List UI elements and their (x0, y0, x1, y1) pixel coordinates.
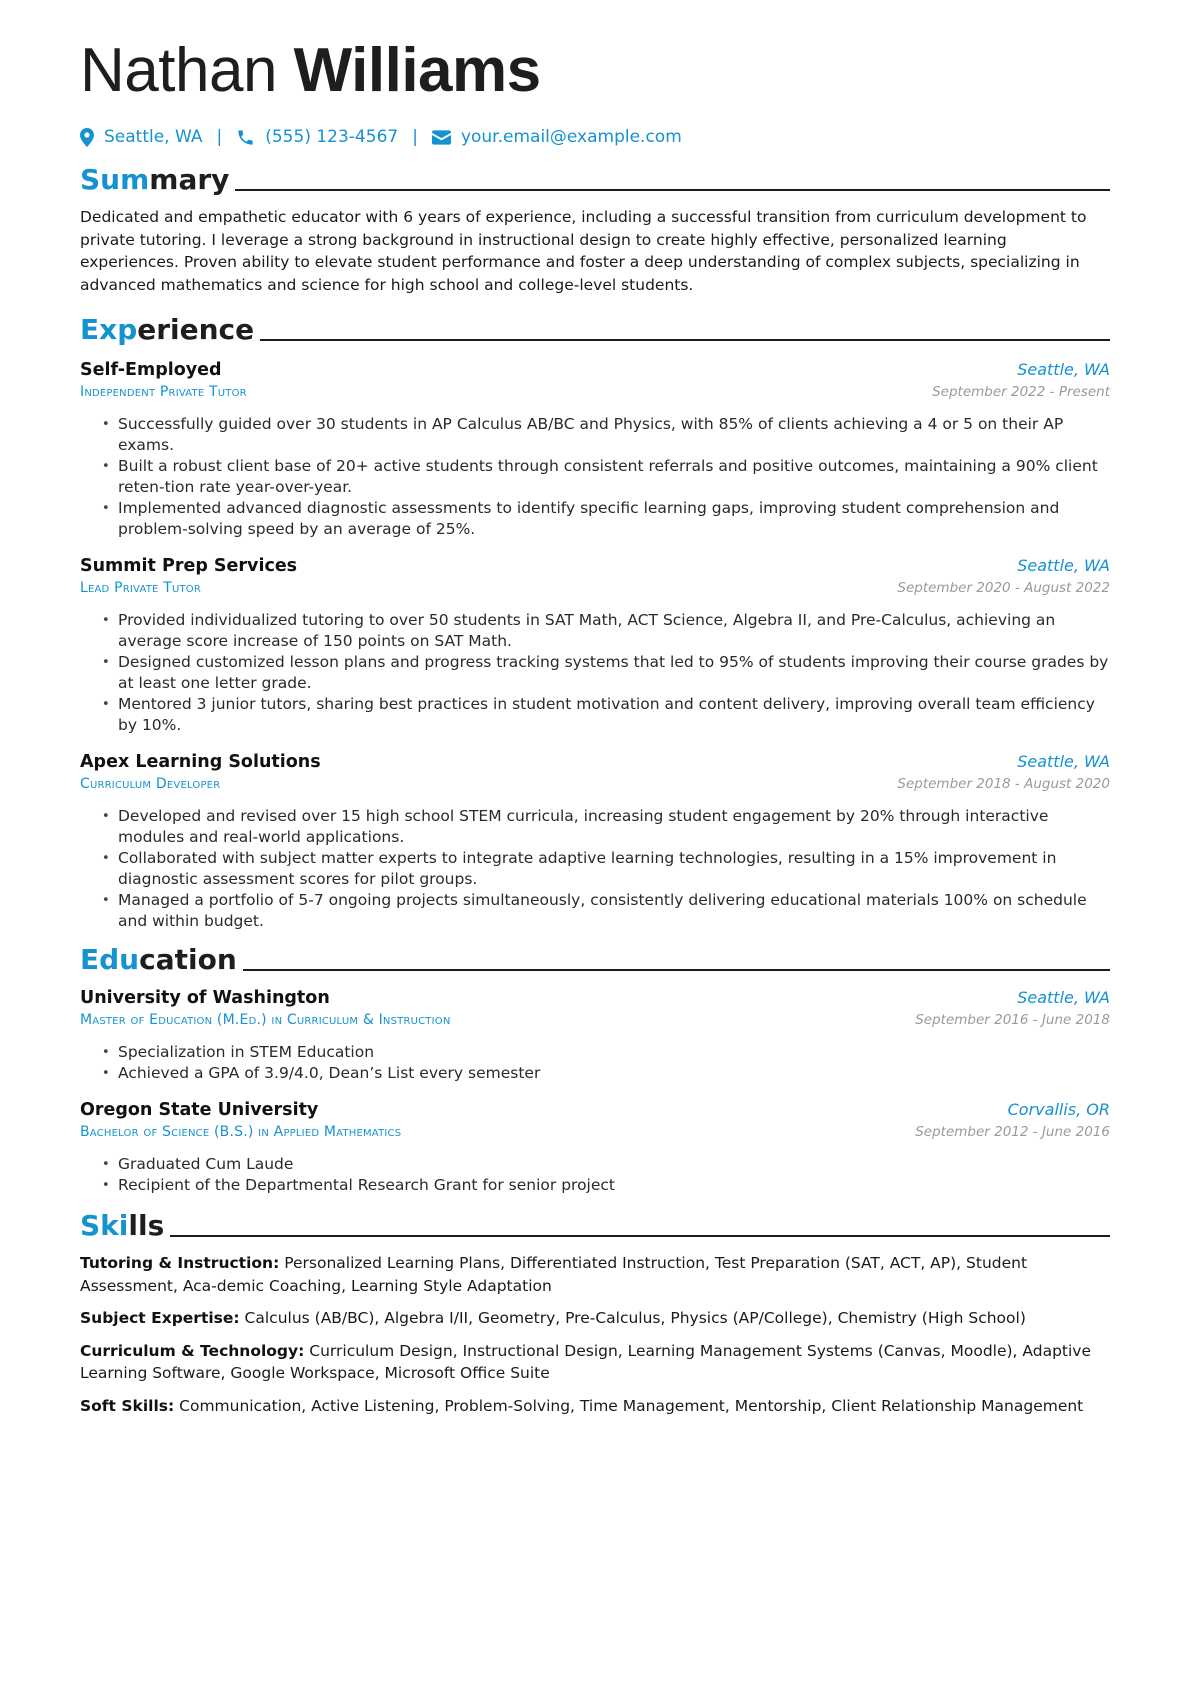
phone-icon (236, 128, 255, 147)
heading-accent: Sum (80, 163, 150, 196)
employer-name: Summit Prep Services (80, 556, 298, 576)
phone-text: (555) 123-4567 (265, 127, 399, 147)
job-bullets (80, 414, 1110, 540)
job-title: Independent Private Tutor (80, 384, 247, 400)
job-dates: September 2022 - Present (932, 384, 1110, 400)
employer-name: Self-Employed (80, 360, 222, 380)
heading-accent: Exp (80, 313, 138, 346)
contact-separator: | (412, 127, 418, 147)
skill-label: Subject Expertise: (80, 1309, 240, 1327)
email-link: your.email@example.com (460, 127, 682, 147)
bullet-item: • Graduated Cum Laude (118, 1154, 1110, 1175)
school-location: Corvallis, OR (1007, 1100, 1110, 1119)
bullet-item: • Managed a portfolio of 5-7 ongoing projects simultaneously, consistently delivering educational materials 100% on schedule and within budget. (118, 890, 1110, 932)
bullet-item: • Designed customized lesson plans and progress tracking systems that led to 95% of students improving their course grades by at least one letter grade. (118, 652, 1110, 694)
skills-section (80, 1209, 1110, 1417)
map-pin-icon (80, 128, 94, 147)
experience-section (80, 313, 1110, 932)
heading-accent: Edu (80, 943, 140, 976)
skill-group (80, 1340, 1110, 1385)
job-location: Seattle, WA (1017, 360, 1110, 379)
degree-title: Master of Education (M.Ed.) in Curriculum & Instruction (80, 1012, 451, 1028)
skill-label: Tutoring & Instruction: (80, 1254, 280, 1272)
school-bullets (80, 1154, 1110, 1196)
school-name: University of Washington (80, 988, 330, 1008)
bullet-item: • Built a robust client base of 20+ active students through consistent referrals and positive outcomes, maintaining a 90% client reten-tion rate year-over-year. (118, 456, 1110, 498)
school-location: Seattle, WA (1017, 988, 1110, 1007)
bullet-item: • Provided individualized tutoring to over 50 students in SAT Math, ACT Science, Algebra II, and Pre-Calculus, achieving an average score increase of 150 points on SAT Math. (118, 610, 1110, 652)
location-text: Seattle, WA (104, 127, 203, 147)
skills-heading (80, 1209, 1110, 1242)
heading-rule (170, 1235, 1110, 1237)
skill-label: Soft Skills: (80, 1396, 175, 1415)
school-name: Oregon State University (80, 1100, 319, 1120)
experience-heading (80, 313, 1110, 346)
skill-label: Curriculum & Technology: (80, 1341, 305, 1360)
summary-section (80, 163, 1110, 296)
education-entry (80, 988, 1110, 1084)
degree-title: Bachelor of Science (B.S.) in Applied Mathematics (80, 1124, 402, 1140)
bullet-item: • Successfully guided over 30 students in AP Calculus AB/BC and Physics, with 85% of clients achieving a 4 or 5 on their AP exams. (118, 414, 1110, 456)
skill-text: Personalized Learning Plans, Differentiated Instruction, Test Preparation (SAT, ACT, AP), Student Assessment, Aca-demic Coaching, Learning Style Adaptation (80, 1254, 1028, 1295)
experience-entry (80, 360, 1110, 540)
bullet-item: • Collaborated with subject matter experts to integrate adaptive learning technologies, resulting in a 15% improvement in diagnostic assessment scores for pilot groups. (118, 848, 1110, 890)
job-dates: September 2020 - August 2022 (897, 580, 1110, 596)
skill-group (80, 1252, 1110, 1297)
heading-rest: erience (137, 313, 255, 346)
skill-text: Curriculum Design, Instructional Design, Learning Management Systems (Canvas, Moodle), Adaptive Learning Software, Google Workspace, Microsoft Office Suite (80, 1341, 1092, 1382)
skill-text: Communication, Active Listening, Problem-Solving, Time Management, Mentorship, Client Relationship Management (179, 1396, 1084, 1415)
employer-name: Apex Learning Solutions (80, 752, 321, 772)
heading-accent: Ski (80, 1209, 129, 1242)
skill-group (80, 1307, 1110, 1330)
job-bullets (80, 806, 1110, 932)
bullet-item: • Achieved a GPA of 3.9/4.0, Dean’s List every semester (118, 1063, 1110, 1084)
education-entry (80, 1100, 1110, 1196)
heading-rule (243, 969, 1110, 971)
first-name: Nathan (80, 36, 277, 105)
experience-entry (80, 752, 1110, 932)
school-bullets (80, 1042, 1110, 1084)
education-heading (80, 943, 1110, 976)
bullet-item: • Developed and revised over 15 high school STEM curricula, increasing student engagement by 20% through interactive modules and real-world applications. (118, 806, 1110, 848)
contact-email[interactable] (432, 127, 682, 147)
skill-text: Calculus (AB/BC), Algebra I/II, Geometry, Pre-Calculus, Physics (AP/College), Chemistry (High School) (244, 1309, 1026, 1327)
contact-bar (80, 126, 1110, 148)
heading-rule (235, 189, 1110, 191)
bullet-item: • Specialization in STEM Education (118, 1042, 1110, 1063)
school-dates: September 2016 - June 2018 (915, 1012, 1110, 1028)
contact-separator: | (216, 127, 223, 147)
envelope-icon (432, 130, 451, 145)
contact-location (80, 127, 203, 147)
heading-rest: lls (128, 1209, 165, 1242)
skills-list (80, 1252, 1110, 1417)
education-section (80, 943, 1110, 1196)
job-title: Lead Private Tutor (80, 580, 201, 596)
summary-text: Dedicated and empathetic educator with 6 years of experience, including a successful transition from curriculum development to private tutoring. I leverage a strong background in instructional design to create highly effective, personalized learning experiences. Proven ability to elevate student performance and foster a deep understanding of complex subjects, specializing in advanced mathematics and science for high school and college-level students. (80, 208, 1087, 294)
heading-rest: mary (149, 163, 230, 196)
experience-entry (80, 556, 1110, 736)
school-dates: September 2012 - June 2016 (915, 1124, 1110, 1140)
contact-phone[interactable] (236, 127, 398, 147)
job-dates: September 2018 - August 2020 (897, 776, 1110, 792)
heading-rest: cation (139, 943, 237, 976)
summary-heading (80, 163, 1110, 196)
bullet-item: • Recipient of the Departmental Research Grant for senior project (118, 1175, 1110, 1196)
heading-rule (260, 339, 1110, 341)
job-bullets (80, 610, 1110, 736)
bullet-item: • Mentored 3 junior tutors, sharing best practices in student motivation and content delivery, improving overall team efficiency by 10%. (118, 694, 1110, 736)
job-location: Seattle, WA (1017, 752, 1110, 771)
job-location: Seattle, WA (1017, 556, 1110, 575)
last-name: Williams (293, 36, 541, 105)
job-title: Curriculum Developer (80, 776, 221, 792)
bullet-item: • Implemented advanced diagnostic assessments to identify specific learning gaps, improving student comprehension and problem-solving speed by an average of 25%. (118, 498, 1110, 540)
candidate-name (80, 0, 1110, 105)
skill-group (80, 1395, 1110, 1418)
